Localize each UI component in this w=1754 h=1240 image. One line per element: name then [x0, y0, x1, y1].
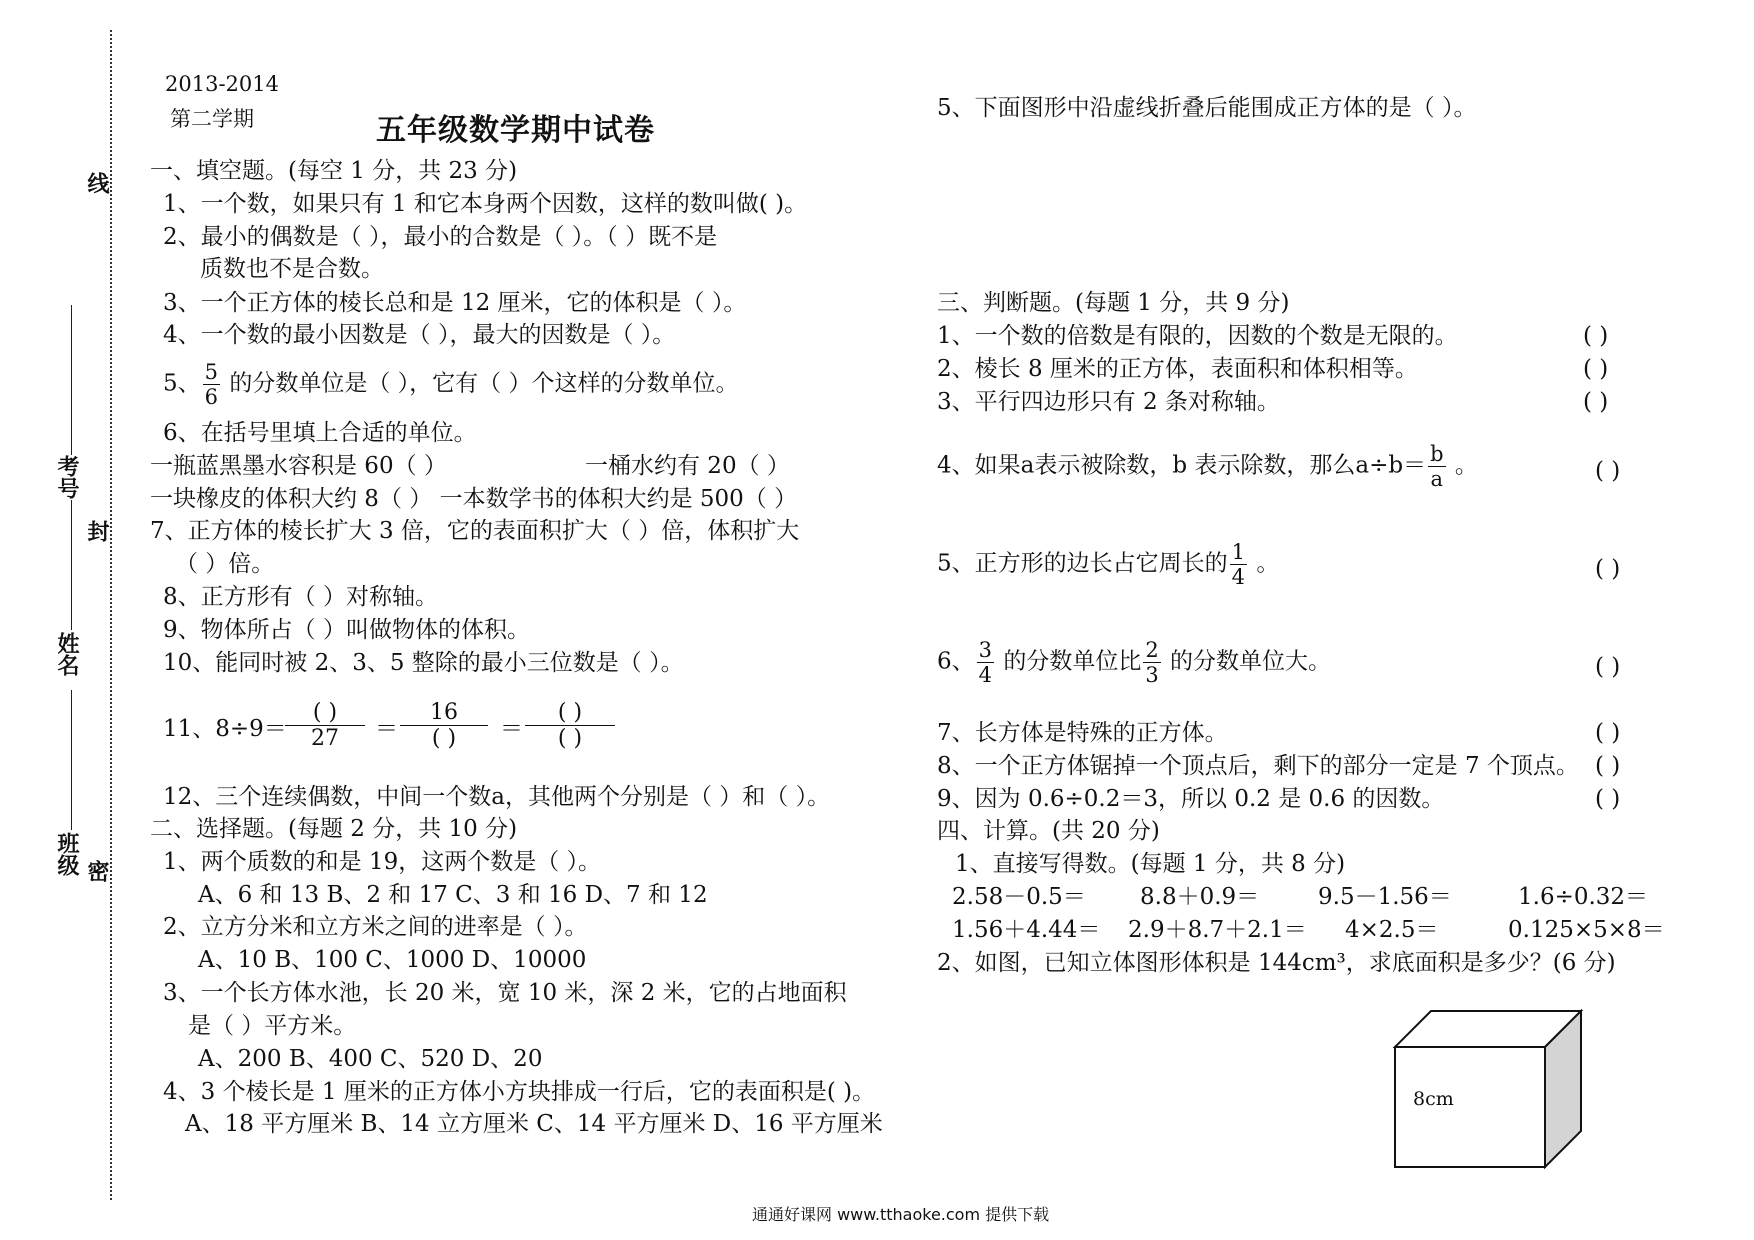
s1-q10: 10、能同时被 2、3、5 整除的最小三位数是（ ）。	[163, 650, 684, 676]
s1-q11-prefix: 11、8÷9＝	[163, 716, 287, 742]
s2-q5: 5、下面图形中沿虚线折叠后能围成正方体的是（ ）。	[937, 95, 1477, 121]
j6-prefix: 6、	[937, 648, 975, 675]
fraction-denominator: a	[1430, 467, 1444, 492]
s1-q6: 6、在括号里填上合适的单位。	[163, 420, 477, 446]
q11-fraction-2	[400, 700, 488, 751]
fraction-denominator: 27	[285, 725, 365, 751]
fraction-denominator: ( )	[400, 725, 488, 751]
s1-q4: 4、一个数的最小因数是（ ），最大的因数是（ ）。	[163, 322, 676, 348]
s2-q3-options: A、200 B、400 C、520 D、20	[198, 1046, 543, 1072]
calc-r1-c3: 9.5－1.56＝	[1318, 884, 1452, 910]
fraction-1-4	[1230, 540, 1247, 589]
j5	[937, 540, 1279, 589]
s1-q9: 9、物体所占（ ）叫做物体的体积。	[163, 617, 530, 643]
binding-label-feng: 封	[84, 520, 110, 542]
calc-r2-c2: 2.9＋8.7＋2.1＝	[1128, 917, 1307, 943]
fraction-denominator: 4	[1231, 565, 1246, 590]
binding-label-mi: 密	[84, 860, 110, 882]
j4-prefix: 4、如果a表示被除数，b 表示除数，那么a÷b＝	[937, 452, 1427, 479]
s2-q4-options: A、18 平方厘米 B、14 立方厘米 C、14 平方厘米 D、16 平方厘米	[185, 1111, 883, 1137]
j7-answer-paren[interactable]: ( )	[1595, 720, 1621, 746]
s1-q5-prefix: 5、	[163, 370, 201, 397]
binding-label-xian: 线	[84, 172, 110, 194]
fraction-numerator: 1	[1231, 540, 1246, 564]
j4	[937, 442, 1478, 491]
j2: 2、棱长 8 厘米的正方体，表面积和体积相等。	[937, 356, 1418, 382]
s1-q6c: 一块橡皮的体积大约 8（ ） 一本数学书的体积大约是 500（ ）	[150, 486, 798, 512]
calc-r2-c3: 4×2.5＝	[1345, 917, 1439, 943]
j8-answer-paren[interactable]: ( )	[1595, 753, 1621, 779]
j2-answer-paren[interactable]: ( )	[1583, 356, 1609, 382]
q11-equals-1: ＝	[375, 716, 398, 742]
j5-suffix: 。	[1249, 550, 1280, 577]
j6	[937, 638, 1331, 687]
s1-q2b: 质数也不是合数。	[200, 256, 384, 282]
j6-answer-paren[interactable]: ( )	[1595, 654, 1621, 680]
j8: 8、一个正方体锯掉一个顶点后，剩下的部分一定是 7 个顶点。	[937, 753, 1579, 779]
footer-credit: 通通好课网 www.tthaoke.com 提供下载	[752, 1205, 1050, 1224]
c2: 2、如图，已知立体图形体积是 144cm³，求底面积是多少？(6 分)	[937, 950, 1616, 976]
j4-suffix: 。	[1447, 452, 1478, 479]
j5-prefix: 5、正方形的边长占它周长的	[937, 550, 1228, 577]
s1-q5-suffix: 的分数单位是（ ），它有（ ）个这样的分数单位。	[222, 370, 739, 397]
cube-edge-label: 8cm	[1413, 1088, 1454, 1110]
s1-q7a: 7、正方体的棱长扩大 3 倍，它的表面积扩大（ ）倍，体积扩大	[150, 518, 800, 544]
s1-q7b: （ ）倍。	[175, 551, 275, 577]
j3: 3、平行四边形只有 2 条对称轴。	[937, 389, 1280, 415]
q11-fraction-3	[525, 700, 615, 751]
fraction-2-3	[1143, 638, 1160, 687]
section1-heading: 一、填空题。(每空 1 分，共 23 分)	[150, 158, 518, 184]
s2-q4: 4、3 个棱长是 1 厘米的正方体小方块排成一行后，它的表面积是( )。	[163, 1079, 876, 1105]
section2-heading: 二、选择题。(每题 2 分，共 10 分)	[150, 816, 518, 842]
calc-r2-c1: 1.56＋4.44＝	[952, 917, 1101, 943]
fraction-numerator: ( )	[557, 700, 583, 725]
s2-q1: 1、两个质数的和是 19，这两个数是（ ）。	[163, 849, 602, 875]
fraction-3-4	[977, 638, 994, 687]
q11-fraction-1	[285, 700, 365, 751]
banji-write-line[interactable]	[71, 690, 72, 830]
j7: 7、长方体是特殊的正方体。	[937, 720, 1228, 746]
s1-q5	[163, 360, 738, 409]
c1-heading: 1、直接写得数。(每题 1 分，共 8 分)	[955, 851, 1346, 877]
section3-heading: 三、判断题。(每题 1 分，共 9 分)	[937, 290, 1290, 316]
binding-label-xingming: 姓名	[54, 632, 80, 676]
page-title: 五年级数学期中试卷	[376, 113, 655, 148]
s1-q2a: 2、最小的偶数是（ ），最小的合数是（ ）。（ ）既不是	[163, 224, 718, 250]
fraction-denominator: 3	[1145, 663, 1159, 688]
s2-q3a: 3、一个长方体水池，长 20 米，宽 10 米，深 2 米，它的占地面积	[163, 980, 847, 1006]
fraction-numerator: 5	[204, 360, 219, 384]
kaohao-write-line[interactable]	[71, 305, 72, 455]
j5-answer-paren[interactable]: ( )	[1595, 556, 1621, 582]
fraction-numerator: 3	[978, 638, 993, 662]
fraction-denominator: ( )	[525, 725, 615, 751]
j9-answer-paren[interactable]: ( )	[1595, 786, 1621, 812]
s2-q1-options: A、6 和 13 B、2 和 17 C、3 和 16 D、7 和 12	[198, 882, 708, 908]
fraction-numerator: 2	[1145, 638, 1159, 662]
fraction-b-a	[1428, 442, 1445, 491]
fraction-denominator: 6	[204, 385, 219, 410]
j6-middle: 的分数单位比	[996, 648, 1142, 675]
s2-q2-options: A、10 B、100 C、1000 D、10000	[198, 947, 587, 973]
s1-q1: 1、一个数，如果只有 1 和它本身两个因数，这样的数叫做( )。	[163, 191, 808, 217]
s1-q3: 3、一个正方体的棱长总和是 12 厘米，它的体积是（ ）。	[163, 290, 747, 316]
j1: 1、一个数的倍数是有限的，因数的个数是无限的。	[937, 323, 1458, 349]
binding-dotted-line	[110, 30, 112, 1200]
j1-answer-paren[interactable]: ( )	[1583, 323, 1609, 349]
s2-q3b: 是（ ）平方米。	[188, 1013, 357, 1039]
calc-r1-c1: 2.58－0.5＝	[952, 884, 1086, 910]
j9: 9、因为 0.6÷0.2＝3，所以 0.2 是 0.6 的因数。	[937, 786, 1445, 812]
s1-q12: 12、三个连续偶数，中间一个数a，其他两个分别是（ ）和（ ）。	[163, 784, 831, 810]
calc-r1-c2: 8.8＋0.9＝	[1140, 884, 1260, 910]
semester: 第二学期	[170, 107, 254, 131]
binding-label-kaohao: 考号	[54, 455, 80, 499]
fraction-numerator: ( )	[312, 700, 338, 725]
calc-r2-c4: 0.125×5×8＝	[1508, 917, 1665, 943]
section4-heading: 四、计算。(共 20 分)	[937, 818, 1160, 844]
binding-label-banji: 班级	[54, 832, 80, 876]
calc-r1-c4: 1.6÷0.32＝	[1518, 884, 1649, 910]
s1-q6b: 一桶水约有 20（ ）	[585, 453, 790, 479]
xingming-write-line[interactable]	[71, 500, 72, 630]
j6-suffix: 的分数单位大。	[1162, 648, 1332, 675]
fraction-numerator: b	[1430, 442, 1444, 466]
fraction-numerator: 16	[430, 700, 458, 725]
j3-answer-paren[interactable]: ( )	[1583, 389, 1609, 415]
s2-q2: 2、立方分米和立方米之间的进率是（ ）。	[163, 914, 588, 940]
s1-q6a: 一瓶蓝黑墨水容积是 60（ ）	[150, 453, 447, 479]
q11-equals-2: ＝	[500, 716, 523, 742]
s1-q8: 8、正方形有（ ）对称轴。	[163, 584, 438, 610]
fraction-denominator: 4	[978, 663, 993, 688]
school-year: 2013-2014	[165, 72, 279, 96]
fraction-5-6	[203, 360, 220, 409]
j4-answer-paren[interactable]: ( )	[1595, 458, 1621, 484]
